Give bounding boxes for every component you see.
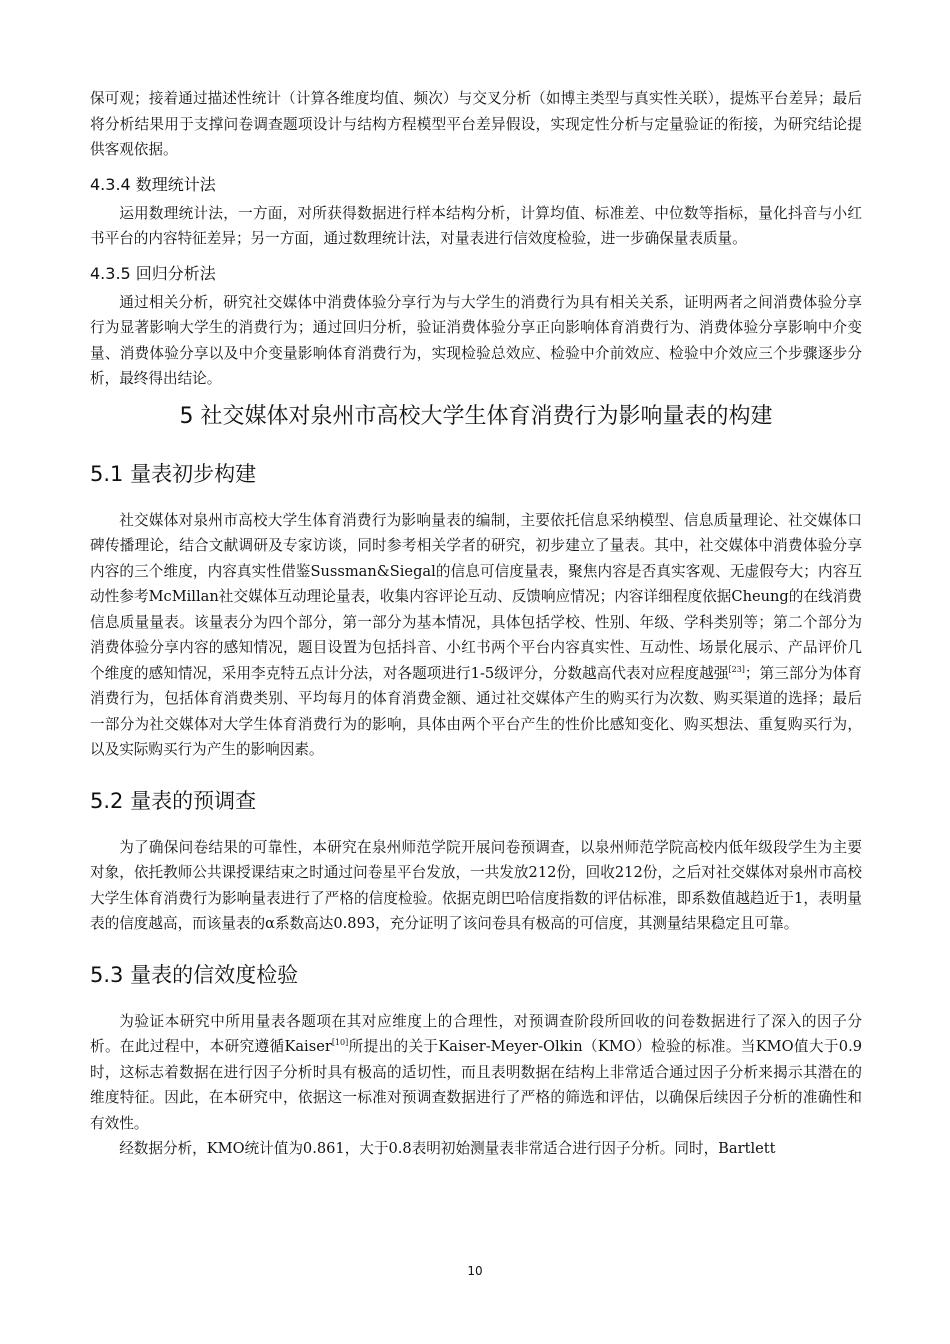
paragraph-5-1 xyxy=(90,508,862,763)
citation-10: [10] xyxy=(331,1038,349,1047)
heading-4-3-5: 4.3.5 回归分析法 xyxy=(90,263,216,283)
paragraph-5-3-continued: 经数据分析，KMO统计值为0.861，大于0.8表明初始测量表非常适合进行因子分析。同时，Bartlett xyxy=(119,1140,776,1157)
heading-5-2: 5.2 量表的预调查 xyxy=(90,788,257,813)
paragraph-5-3-part-a: 为验证本研究中所用量表各题项在其对应维度上的合理性，对预调查阶段所回收的问卷数据进行了深入的因子分析。在此过程中，本研究遵循Kaiser xyxy=(90,1012,862,1055)
paragraph-5-3 xyxy=(90,1009,862,1137)
heading-5-3: 5.3 量表的信效度检验 xyxy=(90,962,299,987)
paragraph-5-1-part-b: ；第三部分为体育消费行为，包括体育消费类别、平均每月的体育消费金额、通过社交媒体产生的购买行为次数、购买渠道的选择；最后一部分为社交媒体对大学生体育消费行为的影响，具体由两个平台产生的性价比感知变化、购买想法、重复购买行为，以及实际购买行为产生的影响因素。 xyxy=(90,664,862,758)
page-number: 10 xyxy=(467,1264,483,1278)
paragraph-4-3-5: 通过相关分析，研究社交媒体中消费体验分享行为与大学生的消费行为具有相关关系，证明两者之间消费体验分享行为显著影响大学生的消费行为；通过回归分析，验证消费体验分享正向影响体育消费行为、消费体验分享影响中介变量、消费体验分享以及中介变量影响体育消费行为，实现检验总效应、检验中介前效应、检验中介效应三个步骤逐步分析，最终得出结论。 xyxy=(90,293,862,387)
paragraph-continued: 保可观；接着通过描述性统计（计算各维度均值、频次）与交叉分析（如博主类型与真实性关联），提炼平台差异；最后将分析结果用于支撑问卷调查题项设计与结构方程模型平台差异假设，实现定性分析与定量验证的衔接，为研究结论提供客观依据。 xyxy=(90,90,862,158)
chapter-5-title: 5 社交媒体对泉州市高校大学生体育消费行为影响量表的构建 xyxy=(179,403,773,429)
paragraph-5-3-part-b: 所提出的关于Kaiser-Meyer-Olkin（KMO）检验的标准。当KMO值大于0.9时，这标志着数据在进行因子分析时具有极高的适切性，而且表明数据在结构上非常适合通过因子分析来揭示其潜在的维度特征。因此，在本研究中，依据这一标准对预调查数据进行了严格的筛选和评估，以确保后续因子分析的准确性和有效性。 xyxy=(90,1038,863,1132)
paragraph-5-1-part-a: 社交媒体对泉州市高校大学生体育消费行为影响量表的编制，主要依托信息采纳模型、信息质量理论、社交媒体口碑传播理论，结合文献调研及专家访谈，同时参考相关学者的研究，初步建立了量表。其中，社交媒体中消费体验分享内容的三个维度，内容真实性借鉴Sussman&Siegal的信息可信度量表，聚焦内容是否真实客观、无虚假夸大；内容互动性参考McMillan社交媒体互动理论量表，收集内容评论互动、反馈响应情况；内容详细程度依据Cheung的在线消费信息质量量表。该量表分为四个部分，第一部分为基本情况，具体包括学校、性别、年级、学科类别等；第二个部分为消费体验分享内容的感知情况，题目设置为包括抖音、小红书两个平台内容真实性、互动性、场景化展示、产品评价几个维度的感知情况，采用李克特五点计分法，对各题项进行1-5级评分，分数越高代表对应程度越强 xyxy=(90,511,862,682)
paragraph-4-3-4: 运用数理统计法，一方面，对所获得数据进行样本结构分析，计算均值、标准差、中位数等指标，量化抖音与小红书平台的内容特征差异；另一方面，通过数理统计法，对量表进行信效度检验，进一步确保量表质量。 xyxy=(90,204,862,247)
citation-23: [23] xyxy=(728,664,745,674)
heading-5-1: 5.1 量表初步构建 xyxy=(90,461,257,486)
heading-4-3-4: 4.3.4 数理统计法 xyxy=(90,174,216,194)
paragraph-5-2: 为了确保问卷结果的可靠性，本研究在泉州师范学院开展问卷预调查，以泉州师范学院高校内低年级段学生为主要对象，依托教师公共课授课结束之时通过问卷星平台发放，一共发放212份，回收212份，之后对社交媒体对泉州市高校大学生体育消费行为影响量表进行了严格的信度检验。依据克朗巴哈信度指数的评估标准，即系数值越趋近于1，表明量表的信度越高，而该量表的α系数高达0.893，充分证明了该问卷具有极高的可信度，其测量结果稳定且可靠。 xyxy=(90,838,862,932)
